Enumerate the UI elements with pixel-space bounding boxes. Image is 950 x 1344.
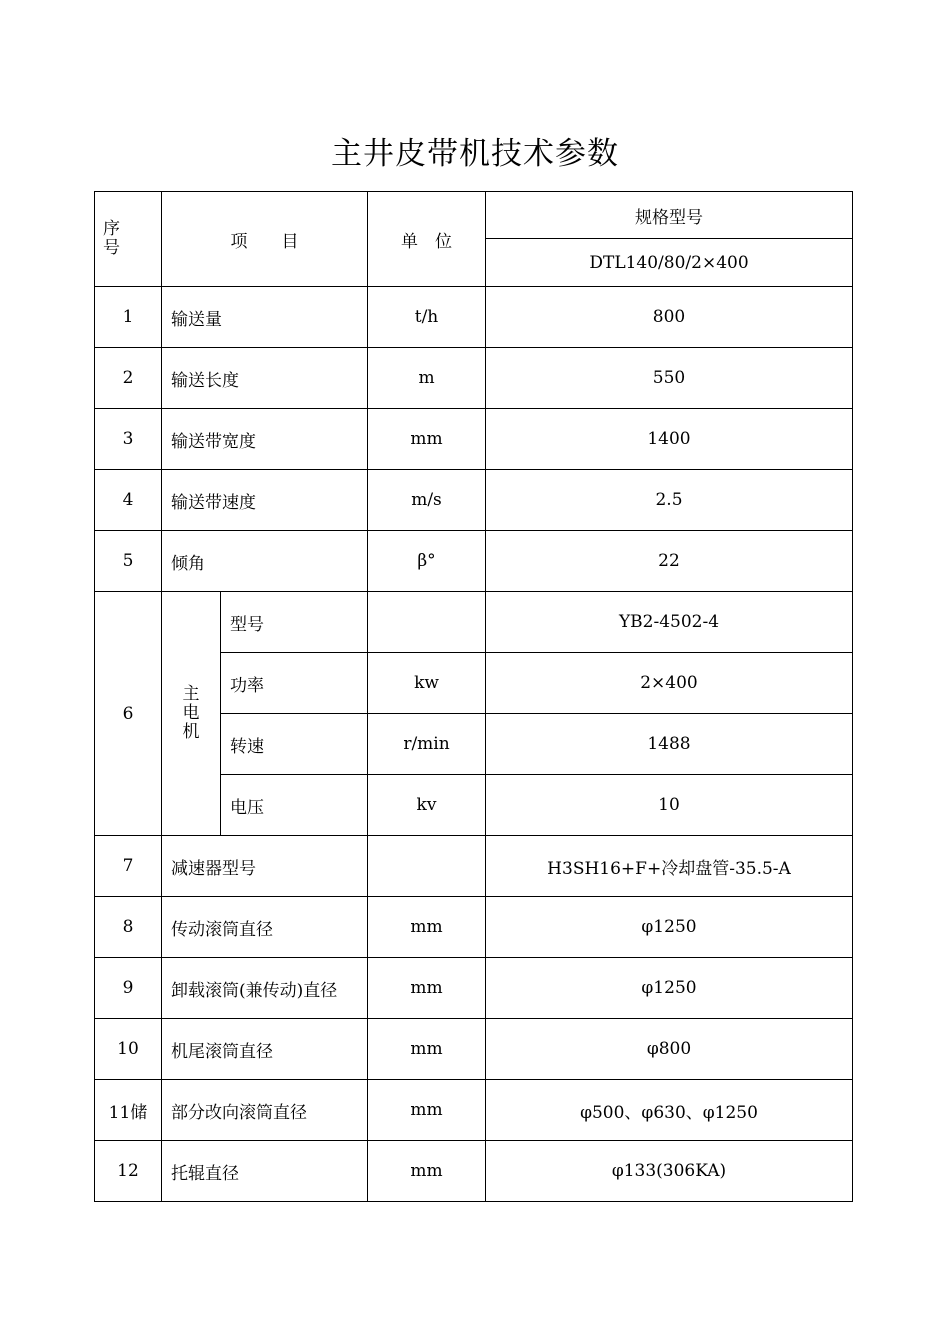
- row-unit: mm: [368, 1080, 486, 1141]
- row-unit: mm: [368, 1141, 486, 1202]
- row-value: 22: [486, 531, 853, 592]
- row-value: 2×400: [486, 653, 853, 714]
- spec-table: [94, 191, 853, 1202]
- table-row: [95, 348, 853, 409]
- row-number: 12: [95, 1141, 162, 1202]
- row-item: 型号: [221, 592, 368, 653]
- row-unit: r/min: [368, 714, 486, 775]
- row-item: 输送带速度: [162, 470, 368, 531]
- row-number: 7: [95, 836, 162, 897]
- row-item: 减速器型号: [162, 836, 368, 897]
- row-value: φ133(306KA): [486, 1141, 853, 1202]
- row-number: 10: [95, 1019, 162, 1080]
- row-unit: m: [368, 348, 486, 409]
- row-item: 托辊直径: [162, 1141, 368, 1202]
- row-item: 转速: [221, 714, 368, 775]
- row-item: 输送量: [162, 287, 368, 348]
- row-value: 10: [486, 775, 853, 836]
- row-unit: kv: [368, 775, 486, 836]
- row-item: 部分改向滚筒直径: [162, 1080, 368, 1141]
- table-row: [95, 897, 853, 958]
- row-value: 2.5: [486, 470, 853, 531]
- row-value: φ500、φ630、φ1250: [486, 1080, 853, 1141]
- header-item: 项 目: [162, 192, 368, 287]
- page-title: 主井皮带机技术参数: [331, 136, 619, 172]
- row-item: 电压: [221, 775, 368, 836]
- header-seq: [95, 192, 162, 287]
- row-value: 550: [486, 348, 853, 409]
- row-unit: mm: [368, 897, 486, 958]
- row-item: 机尾滚筒直径: [162, 1019, 368, 1080]
- row-value: 800: [486, 287, 853, 348]
- table-row: [95, 409, 853, 470]
- row-unit: [368, 592, 486, 653]
- row-number: 5: [95, 531, 162, 592]
- motor-label-char: 机: [182, 722, 200, 742]
- motor-group-label: [162, 592, 221, 836]
- row-item: 卸载滚筒(兼传动)直径: [162, 958, 368, 1019]
- table-row: [95, 470, 853, 531]
- header-seq-char: 号: [103, 238, 120, 258]
- row-unit: t/h: [368, 287, 486, 348]
- row-value: 1400: [486, 409, 853, 470]
- row-value: φ1250: [486, 958, 853, 1019]
- row-number: 9: [95, 958, 162, 1019]
- row-value: H3SH16+F+冷却盘管-35.5-A: [486, 836, 853, 897]
- row-unit: [368, 836, 486, 897]
- header-unit: 单 位: [368, 192, 486, 287]
- row-number: 3: [95, 409, 162, 470]
- row-number: 2: [95, 348, 162, 409]
- motor-label-char: 主: [182, 684, 200, 704]
- row-number: 8: [95, 897, 162, 958]
- row-number: 4: [95, 470, 162, 531]
- table-row: [95, 1141, 853, 1202]
- row-unit: m/s: [368, 470, 486, 531]
- row-value: 1488: [486, 714, 853, 775]
- header-row: [95, 192, 853, 239]
- row-number: 6: [95, 592, 162, 836]
- row-unit: β°: [368, 531, 486, 592]
- row-value: YB2-4502-4: [486, 592, 853, 653]
- table-row: [95, 836, 853, 897]
- row-item: 传动滚筒直径: [162, 897, 368, 958]
- row-unit: mm: [368, 409, 486, 470]
- table-row: [95, 287, 853, 348]
- row-item: 输送带宽度: [162, 409, 368, 470]
- row-item: 输送长度: [162, 348, 368, 409]
- table-row: [95, 531, 853, 592]
- table-row: [95, 958, 853, 1019]
- header-spec-model: DTL140/80/2×400: [486, 239, 853, 287]
- row-unit: mm: [368, 1019, 486, 1080]
- row-value: φ1250: [486, 897, 853, 958]
- row-number: 11储: [95, 1080, 162, 1141]
- table-row: [95, 1019, 853, 1080]
- row-number: 1: [95, 287, 162, 348]
- row-item: 倾角: [162, 531, 368, 592]
- row-value: φ800: [486, 1019, 853, 1080]
- header-spec-title: 规格型号: [486, 192, 853, 239]
- row-item: 功率: [221, 653, 368, 714]
- row-unit: kw: [368, 653, 486, 714]
- row-unit: mm: [368, 958, 486, 1019]
- table-row: [95, 1080, 853, 1141]
- motor-label-char: 电: [182, 703, 200, 723]
- table-row: [95, 592, 853, 653]
- header-seq-char: 序: [103, 219, 120, 239]
